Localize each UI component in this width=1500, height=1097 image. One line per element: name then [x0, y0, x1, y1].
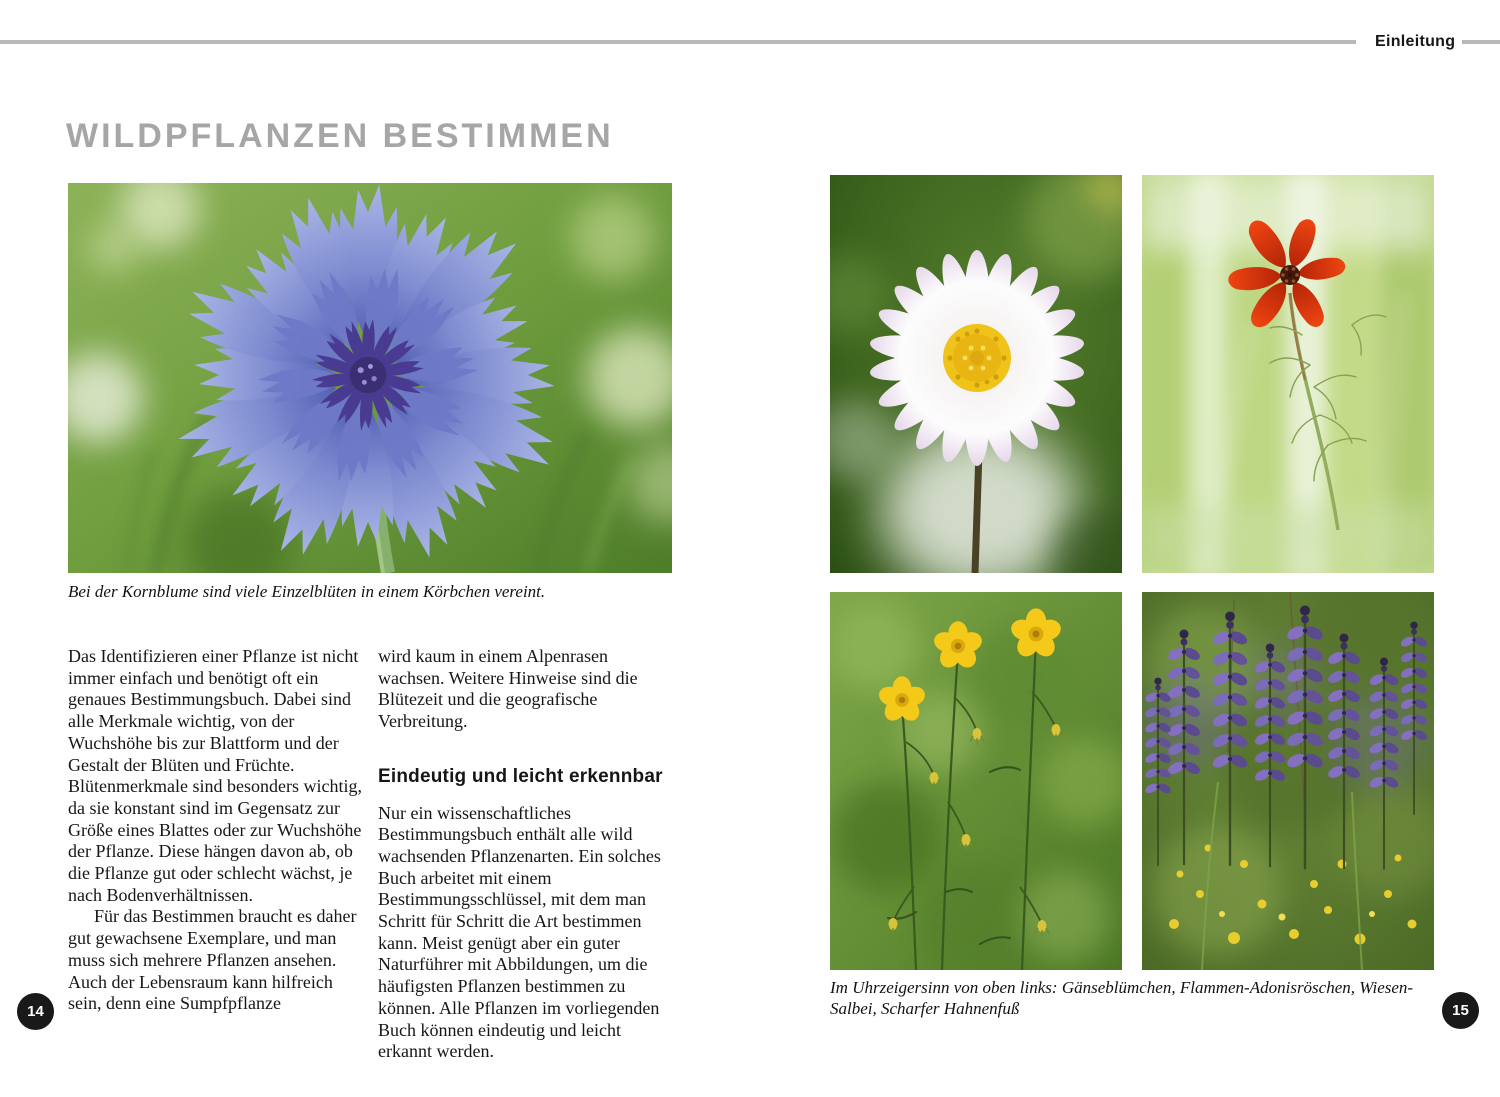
page-title: WILDPFLANZEN BESTIMMEN	[66, 116, 614, 155]
photos-caption: Im Uhrzeigersinn von oben links: Gänseblümchen, Flammen-Adonisröschen, Wiesen-Salbei, Scharfer Hahnenfuß	[830, 978, 1414, 1018]
header-rule-left	[0, 40, 1356, 44]
scharfer-hahnenfuss-photo	[830, 592, 1122, 970]
page-number-left: 14	[17, 993, 54, 1030]
subheading: Eindeutig und leicht erkennbar	[378, 765, 663, 787]
page-number-right: 15	[1442, 992, 1479, 1029]
flammen-adonisroeschen-photo	[1142, 175, 1434, 573]
adonisroeschen-illustration	[1142, 175, 1434, 573]
gaensebluemchen-photo	[830, 175, 1122, 573]
body-paragraph-3: wird kaum in einem Alpenrasen wachsen. Weitere Hinweise sind die Blütezeit und die geografische Verbreitung.	[378, 646, 638, 732]
header-rule-right	[1462, 40, 1500, 44]
body-column-1	[68, 646, 368, 1015]
wiesen-salbei-photo	[1142, 592, 1434, 970]
wiesen-salbei-illustration	[1142, 592, 1434, 970]
body-paragraph-4: Nur ein wissenschaftliches Bestimmungsbuch enthält alle wild wachsenden Pflanzenarten. Ein solches Buch arbeitet mit einem Bestimmungsschlüssel, mit dem man Schritt für Schritt die Art bestimmen kann. Meist genügt aber ein guter Naturführer mit Abbildungen, um die häufigsten Pflanzen bestimmen zu können. Alle Pflanzen im vorliegenden Buch können eindeutig und leicht erkannt werden.	[378, 802, 661, 1062]
hahnenfuss-illustration	[830, 592, 1122, 970]
section-label: Einleitung	[1375, 33, 1456, 50]
body-paragraph-1: Das Identifizieren einer Pflanze ist nicht immer einfach und benötigt oft ein genaues Bestimmungsbuch. Dabei sind alle Merkmale wichtig, von der Wuchshöhe bis zur Blattform und der Gestalt der Blüten und Früchte. Blütenmerkmale sind besonders wichtig, da sie konstant sind im Gegensatz zur Größe eines Blattes oder zur Wuchshöhe der Pflanze. Diese hängen davon ab, ob die Pflanze gut oder schlecht wächst, je nach Bodenverhältnissen.	[68, 646, 362, 905]
kornblume-photo	[68, 183, 672, 573]
body-column-2	[378, 646, 676, 1063]
body-paragraph-2: Für das Bestimmen braucht es daher gut gewachsene Exemplare, und man muss sich mehrere Pflanzen ansehen. Auch der Lebensraum kann hilfreich sein, denn eine Sumpfpflanze	[68, 906, 357, 1014]
kornblume-illustration	[68, 183, 672, 573]
hero-caption: Bei der Kornblume sind viele Einzelblüten in einem Körbchen vereint.	[68, 582, 546, 601]
gaensebluemchen-illustration	[830, 175, 1122, 573]
